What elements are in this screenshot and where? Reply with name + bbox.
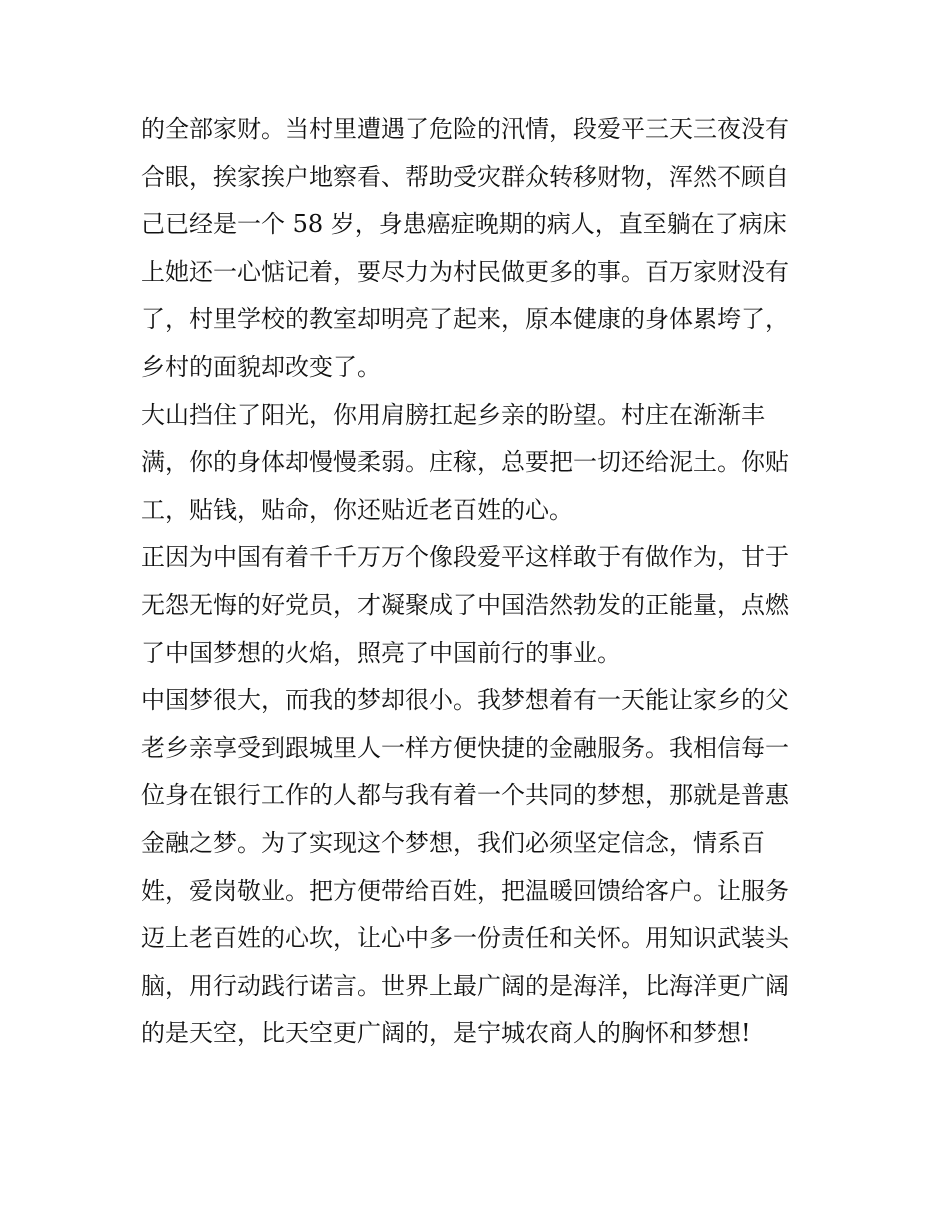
- text-line: 老乡亲享受到跟城里人一样方便快捷的金融服务。我相信每一: [141, 733, 789, 762]
- text-line: 大山挡住了阳光，你用肩膀扛起乡亲的盼望。村庄在渐渐丰: [141, 400, 765, 429]
- text-line: 乡村的面貌却改变了。: [141, 352, 381, 381]
- text-line: 位身在银行工作的人都与我有着一个共同的梦想，那就是普惠: [141, 781, 789, 810]
- text-line: 姓，爱岗敬业。把方便带给百姓，把温暖回馈给客户。让服务: [141, 876, 789, 905]
- text-line: 的是天空，比天空更广阔的，是宁城农商人的胸怀和梦想!: [141, 1019, 751, 1048]
- text-line: 的全部家财。当村里遭遇了危险的汛情，段爱平三天三夜没有: [141, 115, 789, 143]
- text-line: 工，贴钱，贴命，你还贴近老百姓的心。: [141, 495, 573, 524]
- text-line: 了，村里学校的教室却明亮了起来，原本健康的身体累垮了，: [141, 305, 789, 334]
- text-line: 己已经是一个 58 岁，身患癌症晚期的病人，直至躺在了病床: [141, 210, 787, 239]
- text-line: 无怨无悔的好党员，才凝聚成了中国浩然勃发的正能量，点燃: [141, 590, 789, 619]
- text-line: 脑，用行动践行诺言。世界上最广阔的是海洋，比海洋更广阔: [141, 971, 789, 1000]
- body-text: [141, 106, 821, 1058]
- text-line: 中国梦很大，而我的梦却很小。我梦想着有一天能让家乡的父: [141, 686, 789, 715]
- text-line: 正因为中国有着千千万万个像段爱平这样敢于有做作为，甘于: [141, 543, 789, 572]
- text-line: 满，你的身体却慢慢柔弱。庄稼，总要把一切还给泥土。你贴: [141, 448, 789, 477]
- text-line: 迈上老百姓的心坎，让心中多一份责任和关怀。用知识武装头: [141, 924, 789, 953]
- text-line: 了中国梦想的火焰，照亮了中国前行的事业。: [141, 638, 621, 667]
- text-line: 金融之梦。为了实现这个梦想，我们必须坚定信念，情系百: [141, 828, 765, 857]
- text-line: 上她还一心惦记着，要尽力为村民做更多的事。百万家财没有: [141, 257, 789, 286]
- text-line: 合眼，挨家挨户地察看、帮助受灾群众转移财物，浑然不顾自: [141, 162, 789, 191]
